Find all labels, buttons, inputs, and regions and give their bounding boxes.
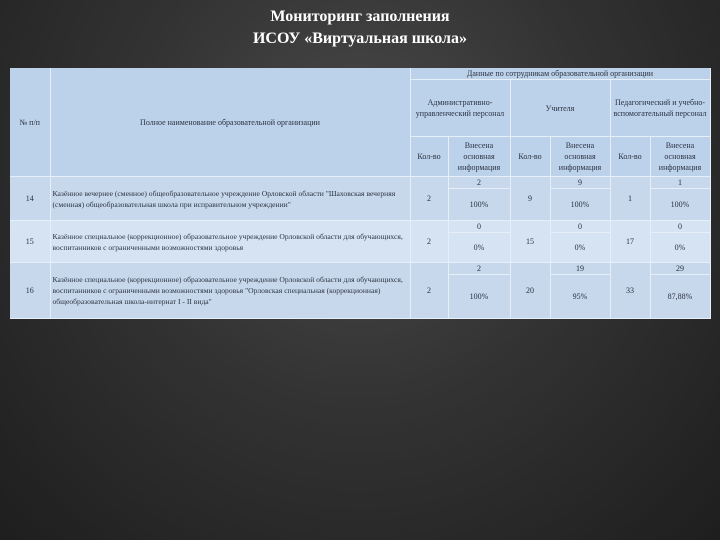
row-admin-pct: 0% [448, 233, 510, 263]
row-org-name: Казённое специальное (коррекционное) образовательное учреждение Орловской области для обучающихся, воспитанников с ограниченными возможностями здоровья [50, 221, 410, 263]
row-ped-pct: 100% [650, 189, 710, 221]
table-row [10, 221, 710, 233]
header-teach-count: Кол-во [510, 137, 550, 177]
row-admin-entered: 0 [448, 221, 510, 233]
table-row [10, 263, 710, 275]
header-name: Полное наименование образовательной организации [50, 68, 410, 177]
header-admin-count: Кол-во [410, 137, 448, 177]
header-admin-entered: Внесена основная информация [448, 137, 510, 177]
row-admin-count: 2 [410, 263, 448, 319]
row-teach-entered: 19 [550, 263, 610, 275]
title-line-2: ИСОУ «Виртуальная школа» [252, 30, 468, 47]
row-teach-count: 15 [510, 221, 550, 263]
row-num: 14 [10, 177, 50, 221]
page-title [0, 6, 720, 50]
header-teach-entered: Внесена основная информация [550, 137, 610, 177]
row-teach-pct: 95% [550, 275, 610, 319]
header-row-group [10, 68, 710, 80]
row-teach-entered: 9 [550, 177, 610, 189]
monitoring-table [10, 68, 711, 319]
row-admin-pct: 100% [448, 189, 510, 221]
row-ped-pct: 0% [650, 233, 710, 263]
row-org-name: Казённое вечернее (сменное) общеобразовательное учреждение Орловской области "Шаховская вечерняя (сменная) общеобразовательная школа при исправительном учреждении" [50, 177, 410, 221]
header-teachers: Учителя [510, 80, 610, 137]
row-ped-count: 1 [610, 177, 650, 221]
row-ped-entered: 1 [650, 177, 710, 189]
header-ped-entered: Внесена основная информация [650, 137, 710, 177]
row-teach-count: 9 [510, 177, 550, 221]
row-ped-pct: 87,88% [650, 275, 710, 319]
row-admin-pct: 100% [448, 275, 510, 319]
row-admin-count: 2 [410, 177, 448, 221]
header-ped-count: Кол-во [610, 137, 650, 177]
row-admin-count: 2 [410, 221, 448, 263]
row-num: 15 [10, 221, 50, 263]
row-admin-entered: 2 [448, 263, 510, 275]
row-teach-pct: 0% [550, 233, 610, 263]
header-pedagog: Педагогический и учебно-вспомогательный персонал [610, 80, 710, 137]
row-ped-count: 17 [610, 221, 650, 263]
row-teach-count: 20 [510, 263, 550, 319]
row-teach-entered: 0 [550, 221, 610, 233]
table-row [10, 177, 710, 189]
row-ped-count: 33 [610, 263, 650, 319]
title-line-1: Мониторинг заполнения [270, 8, 450, 25]
row-ped-entered: 29 [650, 263, 710, 275]
header-num: № п/п [10, 68, 50, 177]
row-num: 16 [10, 263, 50, 319]
row-teach-pct: 100% [550, 189, 610, 221]
header-staff-group: Данные по сотрудникам образовательной организации [410, 68, 710, 80]
row-admin-entered: 2 [448, 177, 510, 189]
row-org-name: Казённое специальное (коррекционное) образовательное учреждение Орловской области для обучающихся, воспитанников с ограниченными возможностями здоровья "Орловская специальная (коррекционная) общеобразовательная школа-интернат I - II вида" [50, 263, 410, 319]
header-admin: Административно-управленческий персонал [410, 80, 510, 137]
row-ped-entered: 0 [650, 221, 710, 233]
